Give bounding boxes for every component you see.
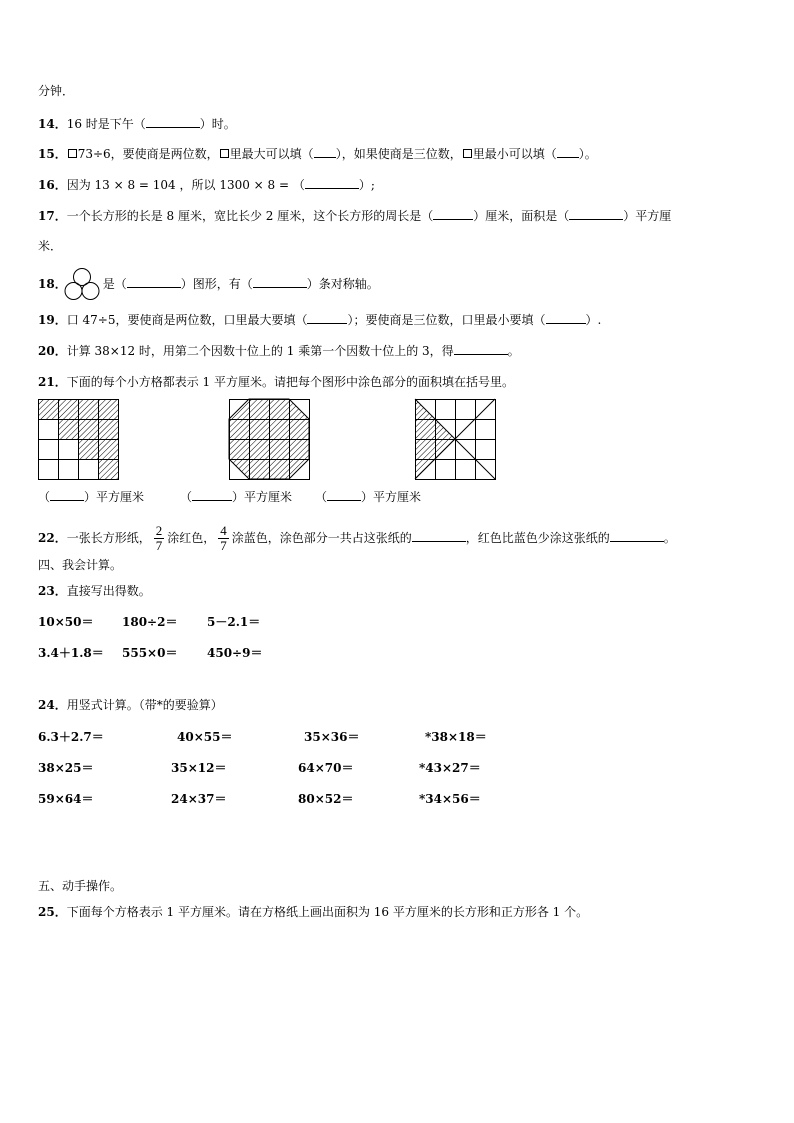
fraction-2-7 xyxy=(154,524,165,553)
question-number: 17． xyxy=(38,209,67,223)
q18-blank-2[interactable] xyxy=(253,287,307,288)
q15-blank-2[interactable] xyxy=(557,157,579,158)
q19-blank-1[interactable] xyxy=(307,323,347,324)
q23-item: 5－2.1＝ xyxy=(207,615,261,629)
q18-text-b: ）图形，有（ xyxy=(180,277,253,291)
q21-blank-2[interactable] xyxy=(192,500,232,501)
q21-blank-3[interactable] xyxy=(327,500,361,501)
question-19 xyxy=(38,312,601,328)
q21-text: 下面的每个小方格都表示 1 平方厘米。请把每个图形中涂色部分的面积填在括号里。 xyxy=(66,375,514,389)
q24-item: 64×70＝ xyxy=(298,761,354,775)
q22-text-b: 涂红色， xyxy=(167,531,216,545)
q25-text: 下面每个方格表示 1 平方厘米。请在方格纸上画出面积为 16 平方厘米的长方形和正方形各 1 个。 xyxy=(66,905,589,919)
question-23 xyxy=(38,583,151,599)
fraction-numerator: 4 xyxy=(220,523,227,538)
q15-text-a: 73÷6，要使商是两位数， xyxy=(77,147,219,161)
q22-blank-1[interactable] xyxy=(412,541,466,542)
section-5-heading: 五、动手操作。 xyxy=(38,879,123,893)
q16-text: 因为 13 × 8 = 104 ，所以 1300 × 8 = （ xyxy=(66,178,305,192)
q21-paren-open: （ xyxy=(180,490,193,504)
question-number: 20． xyxy=(38,344,67,358)
grid-figure-3 xyxy=(415,399,497,481)
box-icon xyxy=(463,149,472,158)
q18-blank-1[interactable] xyxy=(127,287,181,288)
q20-text-a: 计算 38×12 时，用第二个因数十位上的 1 乘第一个因数十位上的 3，得 xyxy=(66,344,454,358)
q22-blank-2[interactable] xyxy=(610,541,664,542)
question-number: 22． xyxy=(38,531,67,545)
q21-answer-3 xyxy=(315,489,421,505)
q20-blank[interactable] xyxy=(454,354,508,355)
q21-blank-1[interactable] xyxy=(50,500,84,501)
question-number: 23． xyxy=(38,584,67,598)
q22-text-c: 涂蓝色，涂色部分一共占这张纸的 xyxy=(231,531,412,545)
q17-text-b: ）厘米，面积是（ xyxy=(473,209,570,223)
q23-item: 10×50＝ xyxy=(38,615,94,629)
q24-item: 38×25＝ xyxy=(38,761,94,775)
q20-text-b: 。 xyxy=(507,344,520,358)
question-number: 24． xyxy=(38,698,67,712)
q17-blank-2[interactable] xyxy=(569,219,623,220)
q21-paren-open: （ xyxy=(315,490,328,504)
q23-item: 180÷2＝ xyxy=(122,615,178,629)
question-14 xyxy=(38,116,236,132)
q24-item: *43×27＝ xyxy=(419,761,481,775)
q21-unit: ）平方厘米 xyxy=(84,490,145,504)
q18-text-c: ）条对称轴。 xyxy=(306,277,379,291)
q15-text-b: 里最大可以填（ xyxy=(229,147,314,161)
q16-blank[interactable] xyxy=(305,188,359,189)
fraction-denominator: 7 xyxy=(220,538,227,553)
fraction-numerator: 2 xyxy=(155,523,163,538)
q24-text: 用竖式计算。（带*的要验算） xyxy=(66,698,223,712)
question-number: 25． xyxy=(38,905,67,919)
grid-figure-2 xyxy=(229,399,311,481)
q23-item: 3.4＋1.8＝ xyxy=(38,646,104,660)
q23-item: 450÷9＝ xyxy=(207,646,263,660)
q21-answer-2 xyxy=(180,489,292,505)
q17-blank-1[interactable] xyxy=(433,219,473,220)
q21-unit: ）平方厘米 xyxy=(361,490,422,504)
q14-text-b: ）时。 xyxy=(199,117,236,131)
q24-item: 24×37＝ xyxy=(171,792,227,806)
question-17 xyxy=(38,208,671,224)
question-16 xyxy=(38,177,375,193)
q23-text: 直接写出得数。 xyxy=(66,584,151,598)
question-number: 15． xyxy=(38,147,67,161)
q21-paren-open: （ xyxy=(38,490,51,504)
q19-text-c: ）. xyxy=(585,313,602,327)
q24-item: *38×18＝ xyxy=(425,730,487,744)
question-number: 19． xyxy=(38,313,67,327)
q24-item: 35×36＝ xyxy=(304,730,360,744)
question-number: 16． xyxy=(38,178,67,192)
q14-text-a: 16 时是下午（ xyxy=(66,117,146,131)
q22-text-d: ，红色比蓝色少涂这张纸的 xyxy=(465,531,610,545)
question-number: 21． xyxy=(38,375,67,389)
question-20 xyxy=(38,343,520,359)
q15-text-e: ）。 xyxy=(578,147,597,161)
q19-text-b: ）；要使商是三位数，口里最小要填（ xyxy=(347,313,546,327)
q23-item: 555×0＝ xyxy=(122,646,178,660)
q19-text-a: 口 47÷5，要使商是两位数，口里最大要填（ xyxy=(66,313,308,327)
question-number: 18． xyxy=(38,277,67,291)
q17-text-a: 一个长方形的长是 8 厘米，宽比长少 2 厘米，这个长方形的周长是（ xyxy=(66,209,434,223)
three-circles-figure xyxy=(64,266,100,302)
q16-text-b: ）; xyxy=(358,178,375,192)
q17-tail: 米． xyxy=(38,239,63,253)
q22-text-e: 。 xyxy=(663,531,676,545)
grid-figure-1 xyxy=(38,399,120,481)
question-25 xyxy=(38,904,588,920)
q14-blank[interactable] xyxy=(146,127,200,128)
q15-text-d: 里最小可以填（ xyxy=(472,147,557,161)
question-number: 14． xyxy=(38,117,67,131)
question-21 xyxy=(38,374,514,390)
q24-item: 40×55＝ xyxy=(177,730,233,744)
section-4-heading: 四、我会计算。 xyxy=(38,558,123,572)
q15-text-c: ），如果使商是三位数， xyxy=(335,147,462,161)
box-icon xyxy=(220,149,229,158)
q18-text-a: 是（ xyxy=(102,277,127,291)
q17-text-c: ）平方厘 xyxy=(623,209,672,223)
box-icon xyxy=(68,149,77,158)
q24-item: 35×12＝ xyxy=(171,761,227,775)
fraction-4-7 xyxy=(218,524,229,553)
q24-item: 59×64＝ xyxy=(38,792,94,806)
q19-blank-2[interactable] xyxy=(546,323,586,324)
q24-item: *34×56＝ xyxy=(419,792,481,806)
q22-text-a: 一张长方形纸， xyxy=(66,531,151,545)
q15-blank-1[interactable] xyxy=(314,157,336,158)
q21-unit: ）平方厘米 xyxy=(232,490,293,504)
q13-tail: 分钟． xyxy=(38,84,75,98)
q24-item: 6.3＋2.7＝ xyxy=(38,730,104,744)
question-15 xyxy=(38,146,597,162)
fraction-denominator: 7 xyxy=(155,538,163,553)
question-24 xyxy=(38,697,223,713)
q24-item: 80×52＝ xyxy=(298,792,354,806)
q21-answer-1 xyxy=(38,489,144,505)
question-22 xyxy=(38,524,676,553)
